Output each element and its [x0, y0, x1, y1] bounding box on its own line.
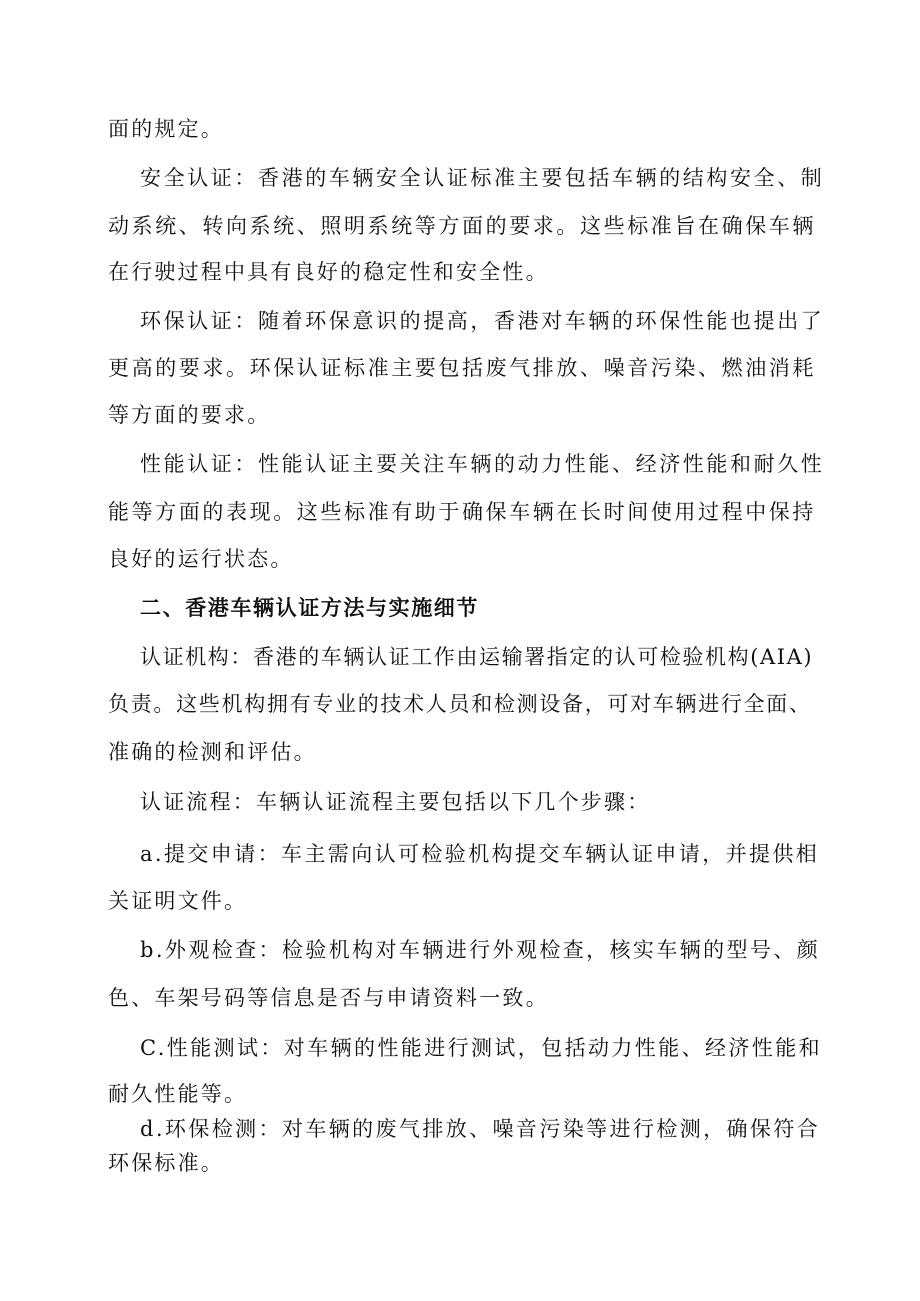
body-text-line: 良好的运行状态。: [108, 547, 294, 571]
body-text-line: 等方面的要求。: [108, 403, 271, 427]
body-text-line: 更高的要求。环保认证标准主要包括废气排放、噪音污染、燃油消耗: [108, 356, 816, 380]
step-d-environmental-test: d.环保检测：对车辆的废气排放、噪音污染等进行检测，确保符合: [140, 1117, 821, 1141]
body-text-line: 在行驶过程中具有良好的稳定性和安全性。: [108, 260, 549, 284]
body-text-line: 环保标准。: [108, 1151, 224, 1175]
section-heading: 二、香港车辆认证方法与实施细节: [140, 596, 479, 620]
step-b-appearance-check: b.外观检查：检验机构对车辆进行外观检查，核实车辆的型号、颜: [140, 938, 821, 962]
body-text-line: 关证明文件。: [108, 889, 248, 913]
step-c-performance-test: C.性能测试：对车辆的性能进行测试，包括动力性能、经济性能和: [140, 1036, 822, 1060]
body-text-line: 动系统、转向系统、照明系统等方面的要求。这些标准旨在确保车辆: [108, 214, 816, 238]
paragraph-certification-process: 认证流程：车辆认证流程主要包括以下几个步骤：: [140, 790, 651, 814]
paragraph-performance-certification: 性能认证：性能认证主要关注车辆的动力性能、经济性能和耐久性: [140, 452, 825, 476]
step-a-submit-application: a.提交申请：车主需向认可检验机构提交车辆认证申请，并提供相: [140, 842, 820, 866]
body-text-line: 面的规定。: [108, 117, 224, 141]
body-text-line: 色、车架号码等信息是否与申请资料一致。: [108, 986, 549, 1010]
paragraph-certification-body: 认证机构：香港的车辆认证工作由运输署指定的认可检验机构(AIA): [140, 645, 814, 669]
body-text-line: 准确的检测和评估。: [108, 740, 317, 764]
body-text-line: 负责。这些机构拥有专业的技术人员和检测设备，可对车辆进行全面、: [108, 692, 812, 716]
paragraph-safety-certification: 安全认证：香港的车辆安全认证标准主要包括车辆的结构安全、制: [140, 166, 825, 190]
body-text-line: 能等方面的表现。这些标准有助于确保车辆在长时间使用过程中保持: [108, 500, 816, 524]
body-text-line: 耐久性能等。: [108, 1082, 248, 1106]
paragraph-environmental-certification: 环保认证：随着环保意识的提高，香港对车辆的环保性能也提出了: [140, 309, 825, 333]
